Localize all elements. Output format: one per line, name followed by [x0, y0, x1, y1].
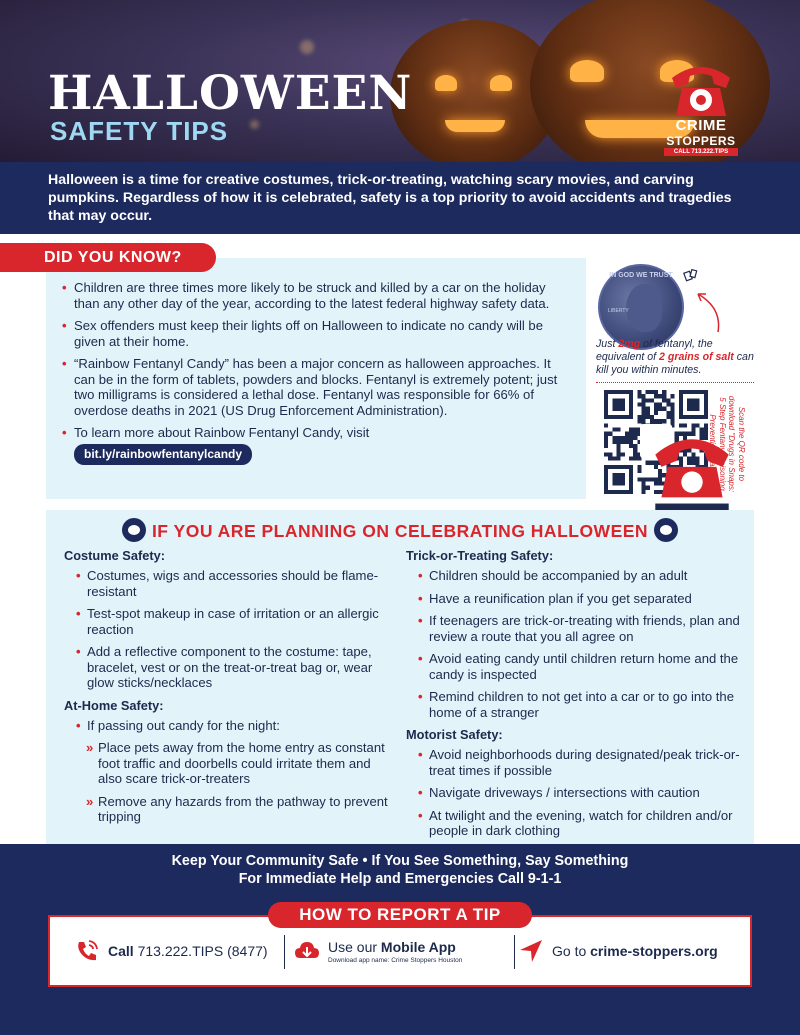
list-item: • Costumes, wigs and accessories should be flame-resistant	[64, 568, 394, 599]
qr-caption: Scan the QR code to download "Drugs in Snaps: 5 Step Fentanyl Poisoning Prevention Plan"	[708, 395, 746, 493]
planning-panel	[46, 510, 754, 844]
logo-text: CRIME STOPPERS	[666, 117, 736, 148]
trick-or-treating-heading: Trick-or-Treating Safety:	[406, 548, 554, 563]
penny-image: IN GOD WE TRUST LIBERTY	[598, 264, 684, 350]
list-item: • Navigate driveways / intersections with caution	[406, 785, 746, 801]
right-column	[406, 546, 746, 846]
crime-stoppers-logo	[656, 58, 746, 154]
list-item: • Add a reflective component to the costume: tape, bracelet, vest or on the treat-or-treat bag or, wear glow sticks/necklaces	[64, 644, 394, 691]
logo-phone-number: CALL 713.222.TIPS	[664, 148, 738, 156]
did-you-know-label: DID YOU KNOW?	[0, 243, 216, 272]
list-item	[62, 425, 570, 465]
list-item: • If passing out candy for the night:	[64, 718, 394, 734]
list-item: • Avoid eating candy until children return home and the candy is inspected	[406, 651, 746, 682]
sub-list-item: » Remove any hazards from the pathway to prevent tripping	[64, 794, 394, 825]
bokeh-light	[300, 40, 314, 54]
pumpkin-icon	[654, 518, 678, 542]
divider	[284, 935, 285, 969]
list-item: • Sex offenders must keep their lights off on Halloween to indicate no candy will be given at their home.	[62, 318, 570, 349]
intro-text: Halloween is a time for creative costumes, trick-or-treating, watching scary movies, and carving pumpkins. Regardless of how it is celebrated, safety is a top priority to avoid accidents and tragedies that may occur.	[0, 162, 800, 234]
list-item: • Children are three times more likely to be struck and killed by a car on the holiday than any other day of the year, according to the latest federal highway safety data.	[62, 280, 570, 311]
list-item-text: To learn more about Rainbow Fentanyl Candy, visit	[74, 425, 370, 440]
qr-logo	[640, 424, 672, 458]
list-item: • “Rainbow Fentanyl Candy” has been a major concern as halloween approaches. It can be in the form of tablets, powders and blocks. Fentanyl is extremely potent; just two milligrams is considered a lethal dose. Fentanyl was responsible for 66% of overdose deaths in 2021 (US Drug Enforcement Administration).	[62, 356, 570, 418]
divider	[596, 382, 754, 383]
costume-safety-heading: Costume Safety:	[64, 548, 165, 563]
page-subtitle: SAFETY TIPS	[50, 116, 229, 146]
arrow-icon	[676, 286, 726, 336]
pumpkin-icon	[122, 518, 146, 542]
left-column	[64, 546, 394, 832]
navigation-arrow-icon	[518, 938, 544, 964]
list-item: • Test-spot makeup in case of irritation or an allergic reaction	[64, 606, 394, 637]
list-item: • Remind children to not get into a car or to go into the home of a stranger	[406, 689, 746, 720]
sub-list-item: » Place pets away from the home entry as constant foot traffic and doorbells could irritate them and also scare trick-or-treaters	[64, 740, 394, 787]
download-cloud-icon	[294, 938, 320, 964]
list-item: • Children should be accompanied by an adult	[406, 568, 746, 584]
list-item: • Have a reunification plan if you get separated	[406, 591, 746, 607]
did-you-know-panel	[46, 258, 586, 499]
fentanyl-link[interactable]: bit.ly/rainbowfentanylcandy	[74, 444, 252, 466]
footer-message: Keep Your Community Safe • If You See Something, Say Something For Immediate Help and Emergencies Call 9-1-1	[171, 853, 629, 887]
page-title: HALLOWEEN	[48, 66, 413, 121]
telephone-icon	[668, 58, 734, 118]
list-item: • If teenagers are trick-or-treating with friends, plan and review a route that you all agree on	[406, 613, 746, 644]
phone-icon	[74, 938, 100, 964]
motorist-safety-heading: Motorist Safety:	[406, 727, 503, 742]
report-tip-label: HOW TO REPORT A TIP	[268, 902, 532, 928]
header-banner	[0, 0, 800, 162]
bokeh-light	[250, 120, 259, 129]
list-item: • Avoid neighborhoods during designated/peak trick-or-treat times if possible	[406, 747, 746, 778]
fentanyl-fact: Just 2mg of fentanyl, the equivalent of 2 grains of salt can kill you within minutes.	[596, 338, 754, 376]
mobile-app-item[interactable]: Use our Mobile App Download app name: Crime Stoppers Houston	[294, 933, 462, 969]
divider	[514, 935, 515, 969]
planning-title: IF YOU ARE PLANNING ON CELEBRATING HALLOWEEN	[46, 518, 754, 542]
list-item: • At twilight and the evening, watch for children and/or people in dark clothing	[406, 808, 746, 839]
website-item[interactable]: Go to crime-stoppers.org	[518, 933, 718, 969]
at-home-safety-heading: At-Home Safety:	[64, 697, 164, 713]
call-tip-item[interactable]: Call 713.222.TIPS (8477)	[74, 933, 268, 969]
